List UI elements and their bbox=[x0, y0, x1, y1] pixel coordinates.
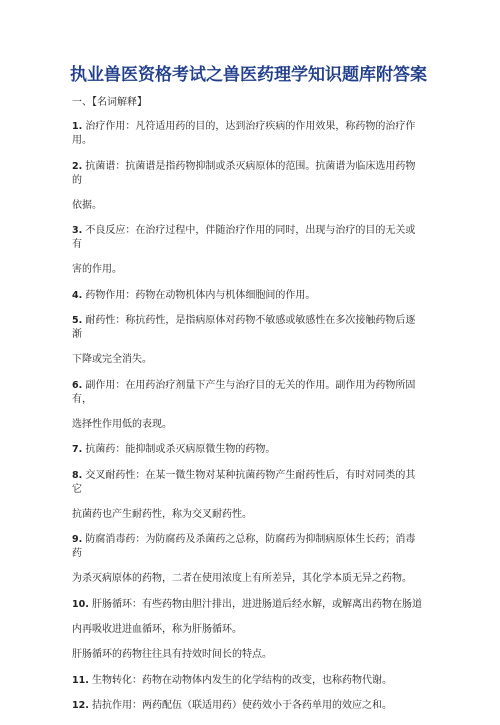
item-text: 抗菌谱：抗菌谱是指药物抑制或杀灭病原体的范围。抗菌谱为临床选用药物的 bbox=[72, 160, 416, 186]
item-text: 耐药性：称抗药性，是指病原体对药物不敏感或敏感性在多次接触药物后逐渐 bbox=[72, 315, 416, 340]
page-title: 执业兽医资格考试之兽医药理学知识题库附答案 bbox=[70, 65, 427, 85]
item-text: 药物作用：药物在动物机体内与机体细胞间的作用。 bbox=[85, 289, 316, 301]
item-number: 8. bbox=[72, 469, 83, 481]
item-text: 抗菌药：能抑制或杀灭病原微生物的药物。 bbox=[85, 444, 276, 455]
item-text: 不良反应：在治疗过程中，伴随治疗作用的同时，出现与治疗的目的无关或有 bbox=[72, 225, 416, 250]
list-item bbox=[72, 224, 424, 277]
item-number: 7. bbox=[72, 444, 83, 455]
item-note: 肝肠循环的药物往往具有持效时间长的特点。 bbox=[72, 649, 272, 660]
item-text-continued: 内再吸收进进血循环，称为肝肠循环。 bbox=[72, 623, 242, 635]
item-number: 11. bbox=[72, 674, 89, 686]
list-item bbox=[72, 469, 424, 522]
list-item bbox=[72, 699, 424, 713]
list-item bbox=[72, 674, 424, 688]
section-heading: 一、【名词解释】 bbox=[72, 97, 147, 108]
list-item bbox=[72, 598, 424, 637]
item-text: 生物转化：药物在动物体内发生的化学结构的改变，也称药物代谢。 bbox=[92, 674, 393, 686]
item-text-continued: 选择性作用低的表现。 bbox=[72, 418, 172, 430]
item-number: 1. bbox=[72, 121, 83, 132]
item-text: 拮抗作用：两药配伍（联适用药）使药效小于各药单用的效应之和。 bbox=[92, 700, 393, 711]
item-text: 肝肠循环：有些药物由胆汁排出，进进肠道后经水解，或解离出药物在肠道 bbox=[92, 598, 423, 610]
item-text: 副作用：在用药治疗剂量下产生与治疗目的无关的作用。副作用为药物所固有， bbox=[72, 379, 416, 405]
item-number: 6. bbox=[72, 379, 83, 391]
item-text-continued: 害的作用。 bbox=[72, 264, 122, 275]
item-number: 2. bbox=[72, 160, 83, 172]
list-item bbox=[72, 120, 424, 148]
list-item bbox=[72, 160, 424, 213]
list-item bbox=[72, 314, 424, 367]
item-number: 4. bbox=[72, 289, 83, 301]
definition-list bbox=[72, 120, 424, 725]
list-item bbox=[72, 443, 424, 457]
item-number: 5. bbox=[72, 315, 83, 326]
item-number: 9. bbox=[72, 534, 83, 545]
list-item bbox=[72, 289, 424, 303]
list-item bbox=[72, 533, 424, 586]
item-text-continued: 依据。 bbox=[72, 199, 102, 211]
item-text: 治疗作用：凡符适用药的目的，达到治疗疾病的作用效果，称药物的治疗作用。 bbox=[72, 121, 416, 146]
item-number: 3. bbox=[72, 225, 83, 236]
item-text-continued: 下降或完全消失。 bbox=[72, 354, 152, 365]
item-number: 12. bbox=[72, 700, 89, 711]
list-item bbox=[72, 379, 424, 432]
item-number: 10. bbox=[72, 598, 89, 610]
item-text-continued: 抗菌药也产生耐药性，称为交叉耐药性。 bbox=[72, 508, 252, 520]
item-text: 交叉耐药性：在某一微生物对某种抗菌药物产生耐药性后，有时对同类的其它 bbox=[72, 469, 416, 495]
item-text-continued: 为杀灭病原体的药物，二者在使用浓度上有所差异，其化学本质无异之药物。 bbox=[72, 573, 412, 584]
item-text: 防腐消毒药：为防腐药及杀菌药之总称，防腐药为抑制病原体生长药；消毒药 bbox=[72, 534, 416, 559]
